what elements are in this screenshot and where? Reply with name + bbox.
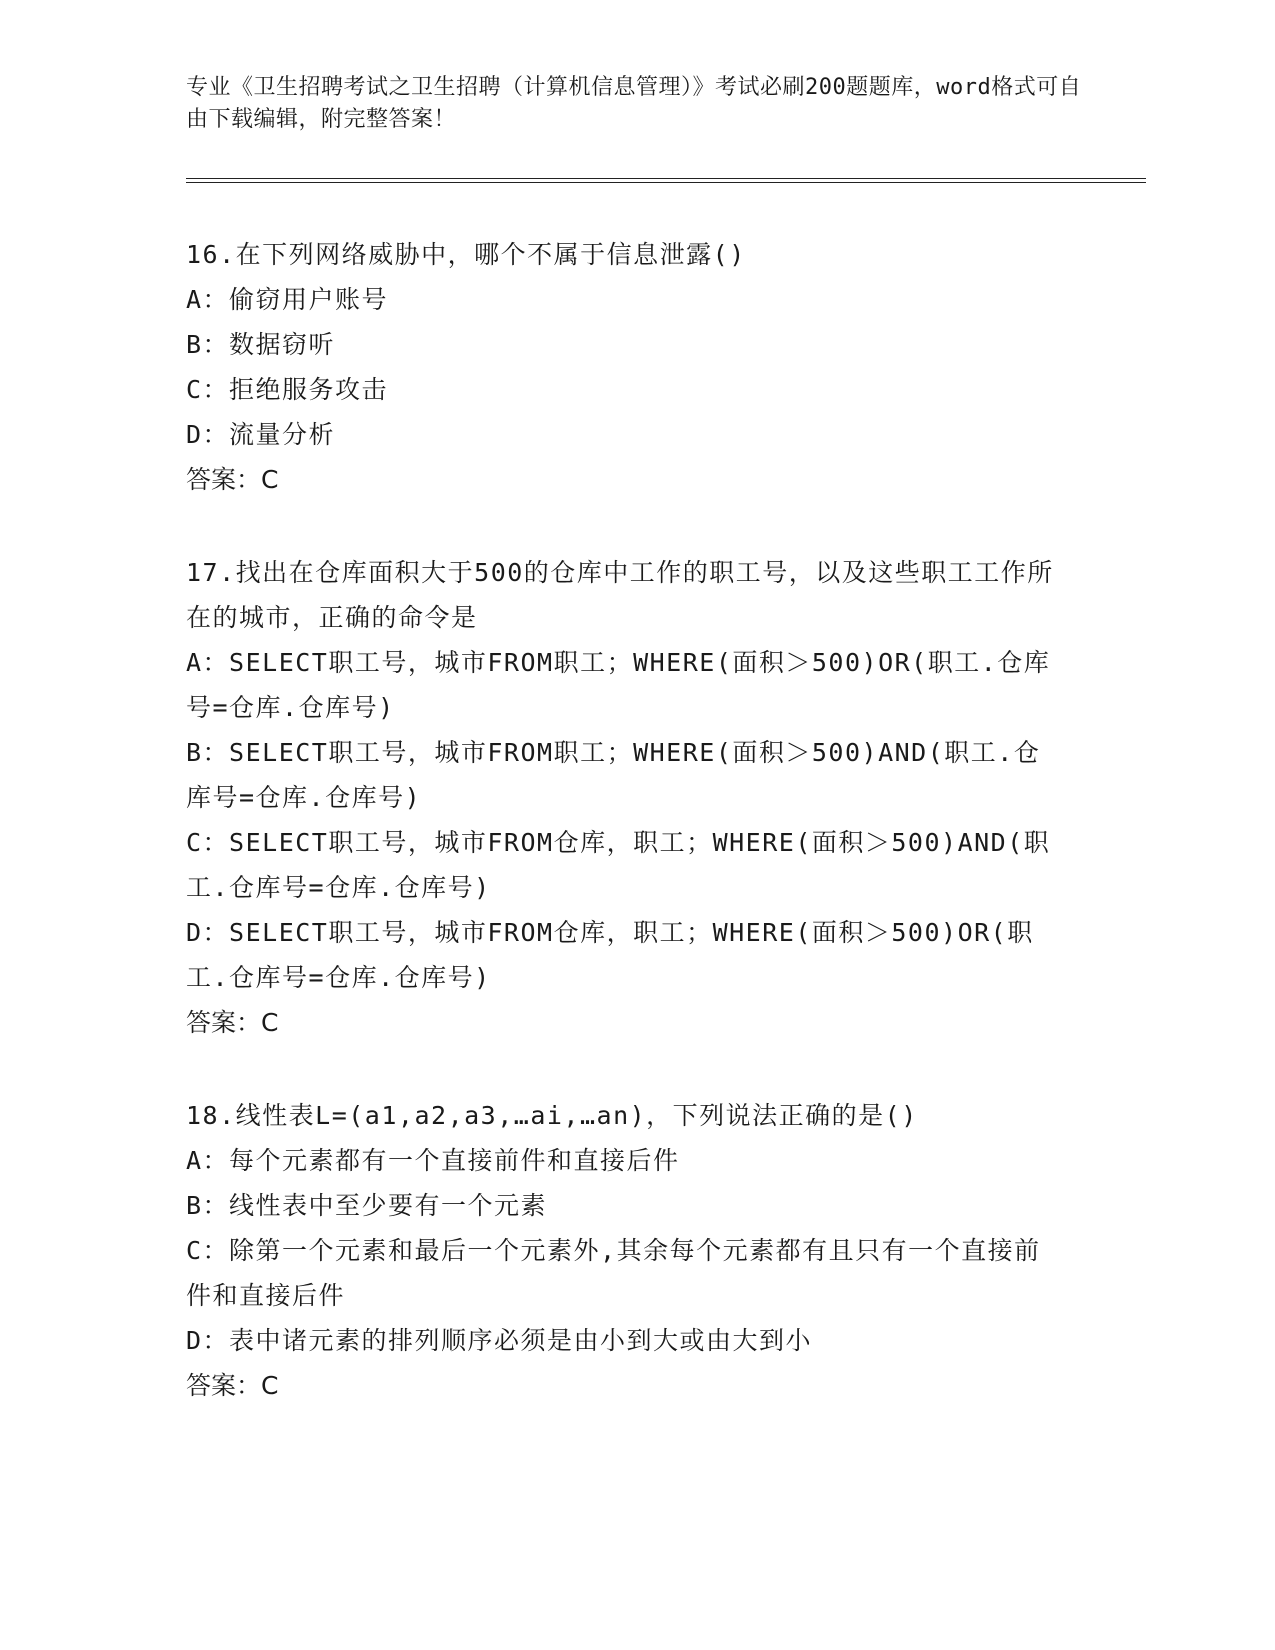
option-a: A：每个元素都有一个直接前件和直接后件 bbox=[186, 1146, 680, 1175]
option-c: C：SELECT职工号，城市FROM仓库，职工；WHERE(面积＞500)AND(职工.仓库号=仓库.仓库号) bbox=[186, 828, 1051, 902]
option-a: A：偷窃用户账号 bbox=[186, 285, 389, 314]
option-d: D：流量分析 bbox=[186, 420, 336, 449]
question-stem: 16.在下列网络威胁中，哪个不属于信息泄露() bbox=[186, 240, 746, 269]
option-d: D：表中诸元素的排列顺序必须是由小到大或由大到小 bbox=[186, 1326, 813, 1355]
question-16 bbox=[186, 232, 1066, 502]
question-stem: 18.线性表L=(a1,a2,a3,…ai,…an)，下列说法正确的是() bbox=[186, 1101, 918, 1130]
option-b: B：数据窃听 bbox=[186, 330, 336, 359]
option-c: C：拒绝服务攻击 bbox=[186, 375, 389, 404]
answer-label: 答案：C bbox=[186, 465, 279, 494]
option-c: C：除第一个元素和最后一个元素外,其余每个元素都有且只有一个直接前件和直接后件 bbox=[186, 1236, 1041, 1310]
question-17 bbox=[186, 550, 1066, 1045]
header-divider-bottom bbox=[186, 182, 1146, 183]
option-b: B：SELECT职工号，城市FROM职工；WHERE(面积＞500)AND(职工.仓库号=仓库.仓库号) bbox=[186, 738, 1041, 812]
answer-label: 答案：C bbox=[186, 1008, 279, 1037]
question-stem: 17.找出在仓库面积大于500的仓库中工作的职工号，以及这些职工工作所在的城市，正确的命令是 bbox=[186, 558, 1054, 632]
header-divider-top bbox=[186, 178, 1146, 179]
option-b: B：线性表中至少要有一个元素 bbox=[186, 1191, 548, 1220]
answer-label: 答案：C bbox=[186, 1371, 279, 1400]
question-18 bbox=[186, 1093, 1066, 1408]
document-header: 专业《卫生招聘考试之卫生招聘（计算机信息管理）》考试必刷200题题库，word格式可自由下载编辑，附完整答案！ bbox=[186, 75, 1082, 132]
option-a: A：SELECT职工号，城市FROM职工；WHERE(面积＞500)OR(职工.仓库号=仓库.仓库号) bbox=[186, 648, 1051, 722]
option-d: D：SELECT职工号，城市FROM仓库，职工；WHERE(面积＞500)OR(职工.仓库号=仓库.仓库号) bbox=[186, 918, 1034, 992]
